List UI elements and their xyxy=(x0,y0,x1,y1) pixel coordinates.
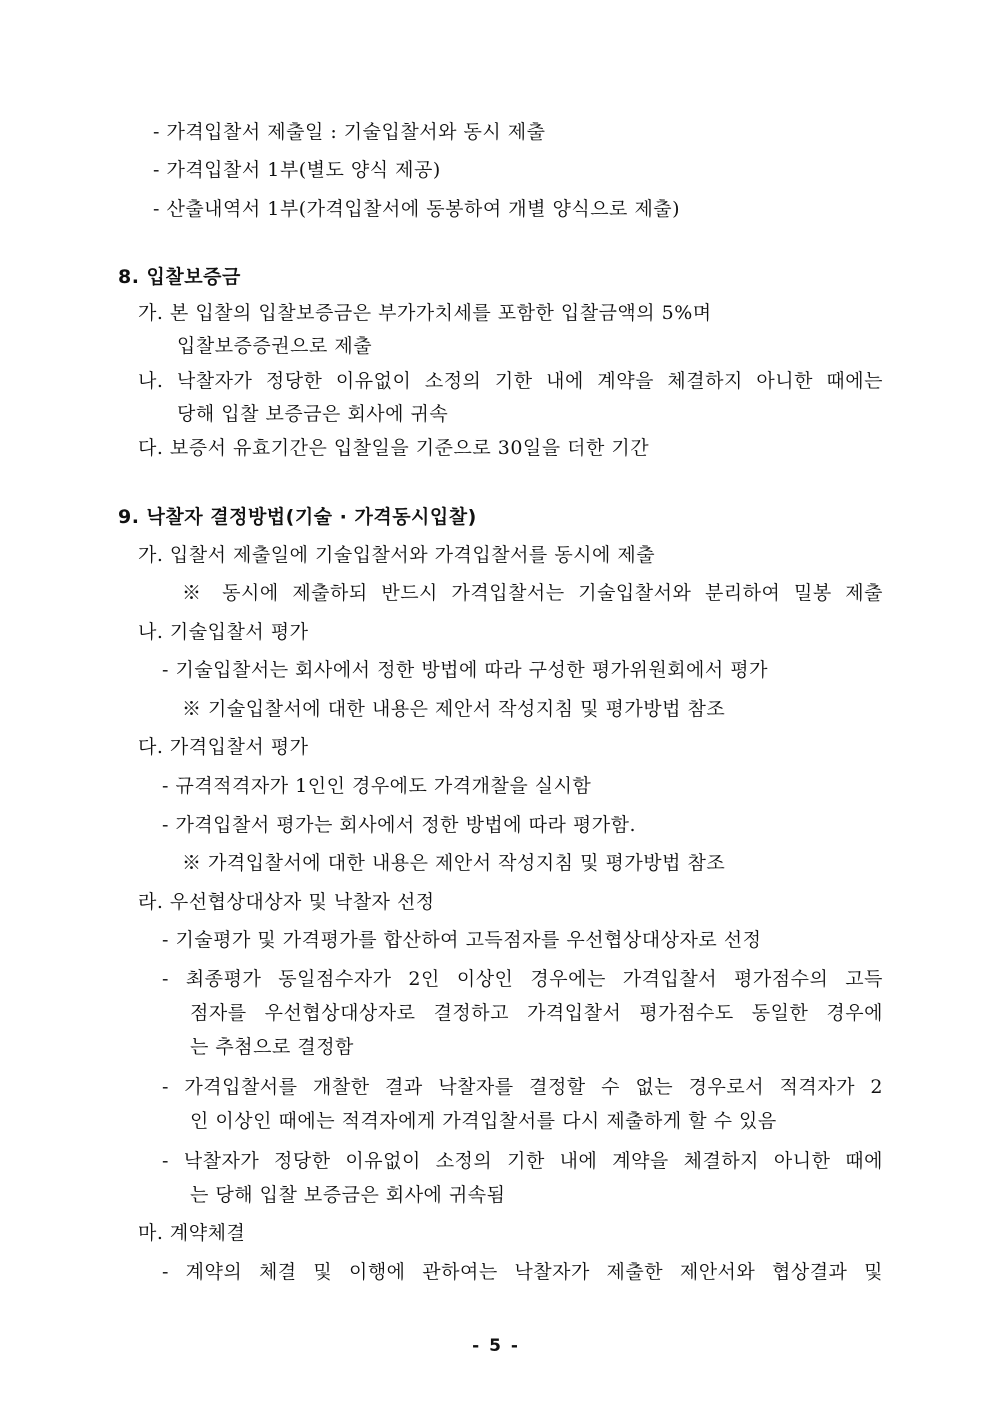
list-item-continuation: 는 추첨으로 결정함 xyxy=(190,1036,354,1058)
subsection-heading: 나. 기술입찰서 평가 xyxy=(138,621,309,643)
section-heading: 9. 낙찰자 결정방법(기술 · 가격동시입찰) xyxy=(118,506,477,528)
list-item: - 기술입찰서는 회사에서 정한 방법에 따라 구성한 평가위원회에서 평가 xyxy=(162,659,769,681)
subsection-heading: 마. 계약체결 xyxy=(138,1222,246,1244)
note-line: ※ 기술입찰서에 대한 내용은 제안서 작성지침 및 평가방법 참조 xyxy=(182,698,726,720)
list-item-continuation: 는 당해 입찰 보증금은 회사에 귀속됨 xyxy=(190,1184,506,1206)
list-item: - 규격적격자가 1인인 경우에도 가격개찰을 실시함 xyxy=(162,775,592,797)
list-item: - 가격입찰서 평가는 회사에서 정한 방법에 따라 평가함. xyxy=(162,814,637,836)
paragraph-line: 가. 본 입찰의 입찰보증금은 부가가치세를 포함한 입찰금액의 5%며 xyxy=(138,302,712,324)
list-item: - 낙찰자가 정당한 이유없이 소정의 기한 내에 계약을 체결하지 아니한 때에 xyxy=(162,1150,883,1172)
list-item: - 최종평가 동일점수자가 2인 이상인 경우에는 가격입찰서 평가점수의 고득 xyxy=(162,968,883,990)
list-item-continuation: 점자를 우선협상대상자로 결정하고 가격입찰서 평가점수도 동일한 경우에 xyxy=(190,1002,883,1024)
paragraph-line: 다. 보증서 유효기간은 입찰일을 기준으로 30일을 더한 기간 xyxy=(138,437,650,459)
paragraph-line: 당해 입찰 보증금은 회사에 귀속 xyxy=(177,403,449,425)
paragraph-line: 입찰보증증권으로 제출 xyxy=(177,335,373,357)
subsection-heading: 라. 우선협상대상자 및 낙찰자 선정 xyxy=(138,891,435,913)
list-item: - 가격입찰서 1부(별도 양식 제공) xyxy=(153,159,441,181)
section-heading: 8. 입찰보증금 xyxy=(118,266,241,288)
note-line: ※ 가격입찰서에 대한 내용은 제안서 작성지침 및 평가방법 참조 xyxy=(182,852,726,874)
page-number: - 5 - xyxy=(472,1336,520,1356)
subsection-heading: 다. 가격입찰서 평가 xyxy=(138,736,309,758)
list-item: - 기술평가 및 가격평가를 합산하여 고득점자를 우선협상대상자로 선정 xyxy=(162,929,762,951)
list-item-continuation: 인 이상인 때에는 적격자에게 가격입찰서를 다시 제출하게 할 수 있음 xyxy=(190,1110,777,1132)
list-item: - 계약의 체결 및 이행에 관하여는 낙찰자가 제출한 제안서와 협상결과 및 xyxy=(162,1261,883,1283)
list-item: - 가격입찰서 제출일 : 기술입찰서와 동시 제출 xyxy=(153,121,546,143)
list-item: - 산출내역서 1부(가격입찰서에 동봉하여 개별 양식으로 제출) xyxy=(153,198,681,220)
note-line: ※ 동시에 제출하되 반드시 가격입찰서는 기술입찰서와 분리하여 밀봉 제출 xyxy=(182,582,883,604)
paragraph-line: 나. 낙찰자가 정당한 이유없이 소정의 기한 내에 계약을 체결하지 아니한 때에는 xyxy=(138,370,883,392)
list-item: - 가격입찰서를 개찰한 결과 낙찰자를 결정할 수 없는 경우로서 적격자가 2 xyxy=(162,1076,883,1098)
paragraph-line: 가. 입찰서 제출일에 기술입찰서와 가격입찰서를 동시에 제출 xyxy=(138,544,656,566)
